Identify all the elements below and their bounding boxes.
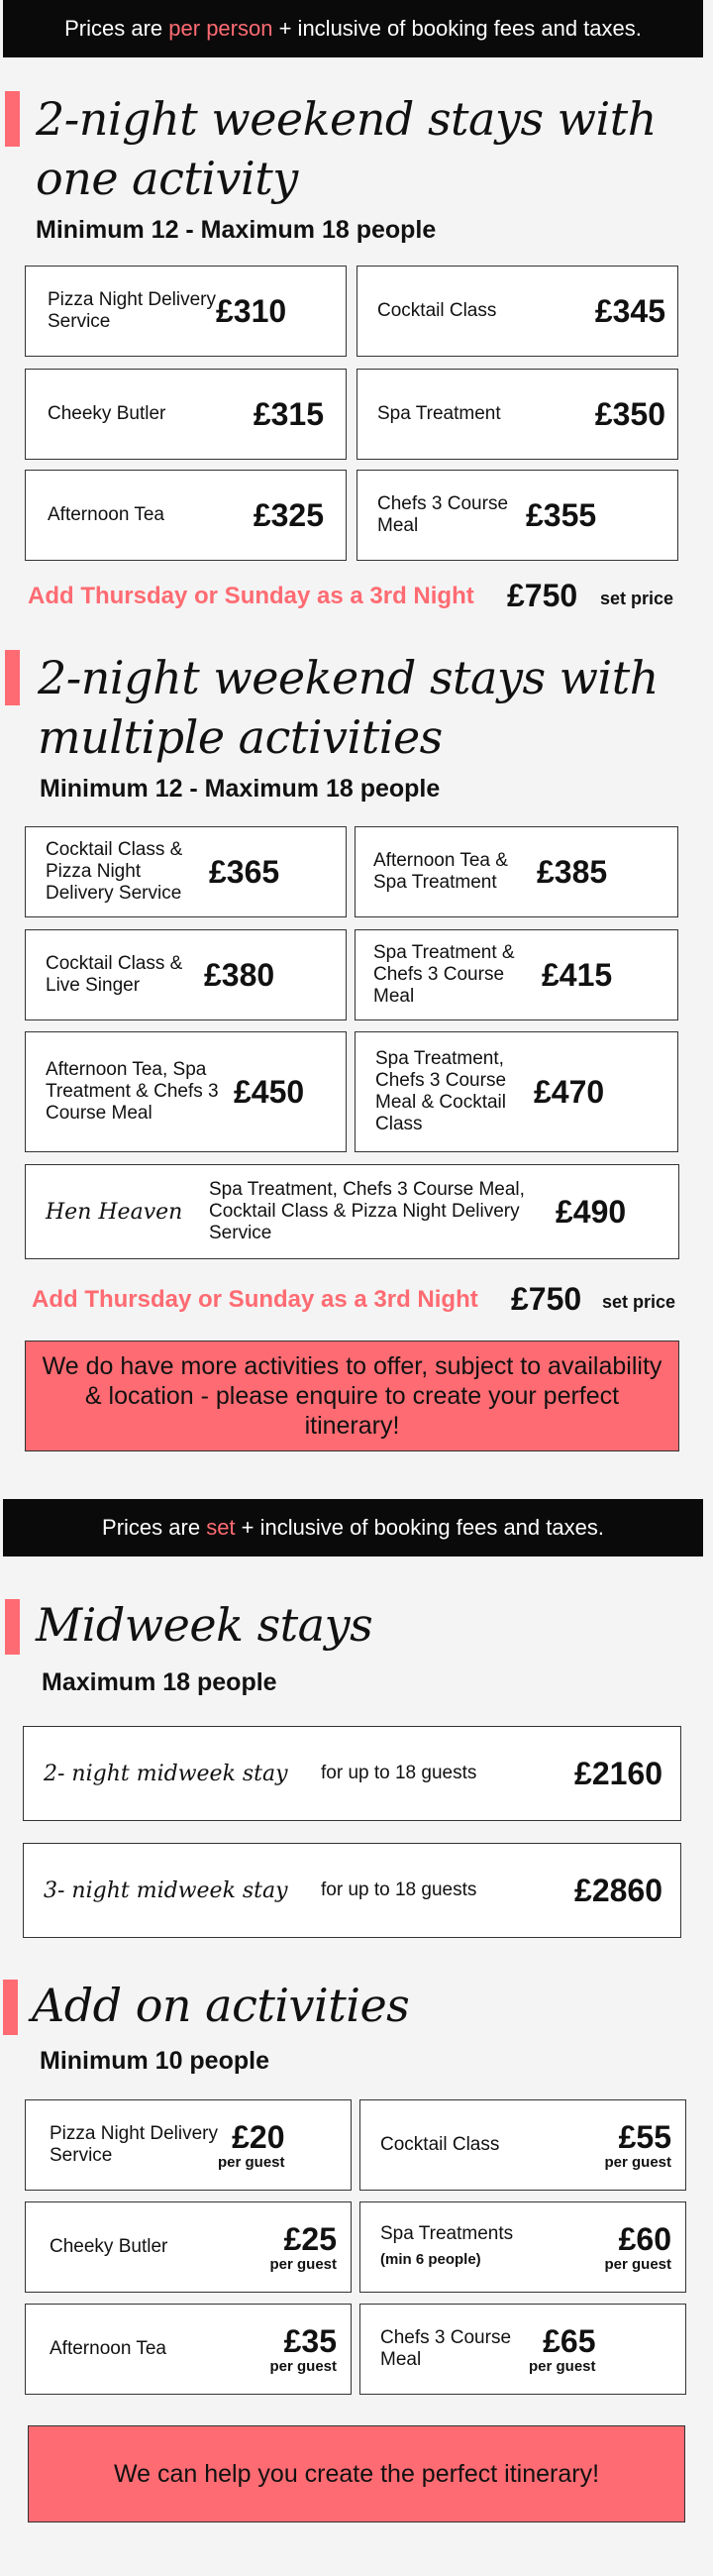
addon-name: Chefs 3 Course Meal — [380, 2327, 512, 2370]
hen-heaven-card[interactable] — [25, 1164, 679, 1259]
extra-night-set-price: set price — [600, 589, 674, 608]
extra-night-text: Add Thursday or Sunday as a 3rd Night — [28, 583, 474, 609]
section-accent-bar — [5, 650, 20, 705]
addon-card[interactable] — [25, 2099, 352, 2191]
activity-name: Chefs 3 Course Meal — [377, 493, 509, 536]
activity-card[interactable] — [356, 266, 678, 357]
addon-card[interactable] — [359, 2304, 686, 2395]
banner-text-pre: Prices are — [64, 16, 163, 41]
addon-unit: per guest — [218, 2153, 285, 2171]
addon-price: £25 — [283, 2220, 337, 2257]
section-subtitle: Minimum 12 - Maximum 18 people — [40, 775, 441, 803]
package-price: £490 — [556, 1193, 627, 1230]
extra-night-set-price: set price — [602, 1292, 676, 1312]
addon-name: Cocktail Class — [380, 2134, 500, 2155]
section-title: 2-night weekend stays with multiple activities — [38, 651, 659, 764]
pricing-banner — [3, 1499, 703, 1556]
itinerary-text: We can help you create the perfect itinerary! — [113, 2460, 600, 2488]
addon-card[interactable] — [359, 2099, 686, 2191]
addon-price: £60 — [618, 2220, 671, 2257]
activity-price: £415 — [542, 956, 613, 993]
addon-unit: per guest — [604, 2255, 671, 2273]
activity-card[interactable] — [25, 929, 347, 1020]
activity-name: Spa Treatment & Chefs 3 Course Meal — [373, 942, 515, 1007]
activity-price: £365 — [209, 853, 280, 890]
addon-card[interactable] — [25, 2201, 352, 2293]
activity-card[interactable] — [356, 369, 678, 460]
itinerary-banner — [28, 2425, 685, 2522]
banner-text-post: + inclusive of booking fees and taxes. — [278, 16, 642, 41]
addon-note: (min 6 people) — [380, 2251, 481, 2268]
activity-name: Cheeky Butler — [48, 403, 166, 424]
activity-name: Spa Treatment, Chefs 3 Course Meal & Cocktail Class — [375, 1048, 507, 1134]
activity-card[interactable] — [355, 826, 678, 917]
enquire-banner — [25, 1341, 679, 1451]
activity-price: £315 — [253, 395, 324, 432]
midweek-stay-card[interactable] — [23, 1843, 681, 1938]
addon-name: Afternoon Tea — [50, 2338, 166, 2359]
section-subtitle: Minimum 12 - Maximum 18 people — [36, 216, 437, 244]
stay-price: £2160 — [574, 1755, 662, 1791]
section-subtitle: Maximum 18 people — [42, 1668, 277, 1696]
activity-name: Afternoon Tea, Spa Treatment & Chefs 3 Course Meal — [46, 1059, 219, 1124]
activity-price: £345 — [594, 292, 665, 329]
extra-night-price: £750 — [511, 1281, 582, 1317]
banner-text-accent: per person — [168, 16, 273, 41]
activity-card[interactable] — [355, 1031, 678, 1152]
banner-text-pre: Prices are — [102, 1515, 201, 1540]
activity-name: Cocktail Class & Pizza Night Delivery Service — [46, 839, 183, 904]
activity-card[interactable] — [25, 1031, 347, 1152]
activity-card[interactable] — [25, 369, 347, 460]
section-title: Midweek stays — [36, 1598, 373, 1652]
stay-price: £2860 — [574, 1872, 662, 1908]
addon-unit: per guest — [529, 2357, 596, 2375]
activity-card[interactable] — [356, 470, 678, 561]
addon-unit: per guest — [604, 2153, 671, 2171]
section-title: 2-night weekend stays with one activity — [36, 92, 657, 205]
package-description: Spa Treatment, Chefs 3 Course Meal, Cocktail Class & Pizza Night Delivery Service — [209, 1179, 525, 1243]
activity-price: £310 — [216, 292, 287, 329]
activity-card[interactable] — [25, 266, 347, 357]
addon-name-group — [380, 2223, 604, 2271]
activity-card[interactable] — [355, 929, 678, 1020]
activity-price: £350 — [594, 395, 665, 432]
addon-name: Spa Treatments — [380, 2223, 514, 2244]
addon-card[interactable] — [359, 2201, 686, 2293]
activity-name: Cocktail Class & Live Singer — [46, 953, 183, 996]
stay-label: 2- night midweek stay — [44, 1761, 288, 1786]
activity-name: Pizza Night Delivery Service — [48, 289, 216, 332]
addon-unit: per guest — [269, 2255, 337, 2273]
addon-card[interactable] — [25, 2304, 352, 2395]
addon-name: Pizza Night Delivery Service — [50, 2123, 218, 2166]
section-accent-bar — [5, 91, 20, 147]
stay-label: 3- night midweek stay — [44, 1878, 288, 1903]
midweek-stay-card[interactable] — [23, 1726, 681, 1821]
activity-card[interactable] — [25, 826, 347, 917]
stay-description: for up to 18 guests — [321, 1879, 477, 1900]
addon-name: Cheeky Butler — [50, 2236, 168, 2257]
section-accent-bar — [5, 1599, 20, 1655]
activity-price: £355 — [526, 496, 597, 533]
activity-name: Afternoon Tea & Spa Treatment — [373, 850, 508, 893]
extra-night-price: £750 — [507, 578, 578, 613]
activity-name: Cocktail Class — [377, 300, 497, 321]
stay-description: for up to 18 guests — [321, 1763, 477, 1783]
addon-price: £35 — [283, 2322, 337, 2359]
package-label: Hen Heaven — [46, 1199, 183, 1225]
extra-night-text: Add Thursday or Sunday as a 3rd Night — [32, 1286, 478, 1313]
activity-price: £325 — [253, 496, 324, 533]
addon-price: £20 — [232, 2118, 285, 2155]
section-accent-bar — [3, 1980, 18, 2035]
banner-text-post: + inclusive of booking fees and taxes. — [241, 1515, 604, 1540]
activity-name: Spa Treatment — [377, 403, 501, 424]
pricing-banner — [3, 0, 703, 57]
activity-name: Afternoon Tea — [48, 504, 164, 525]
activity-price: £470 — [534, 1073, 605, 1110]
activity-card[interactable] — [25, 470, 347, 561]
addon-price: £65 — [543, 2322, 596, 2359]
activity-price: £385 — [537, 853, 608, 890]
activity-price: £380 — [204, 956, 275, 993]
section-subtitle: Minimum 10 people — [40, 2047, 269, 2075]
activity-price: £450 — [234, 1073, 305, 1110]
addon-unit: per guest — [269, 2357, 337, 2375]
addon-price: £55 — [618, 2118, 671, 2155]
enquire-text: We do have more activities to offer, subject to availability & location - please enquire to create your perfect itinerary! — [42, 1352, 662, 1440]
banner-text-accent: set — [206, 1515, 236, 1540]
section-title: Add on activities — [32, 1979, 410, 2032]
